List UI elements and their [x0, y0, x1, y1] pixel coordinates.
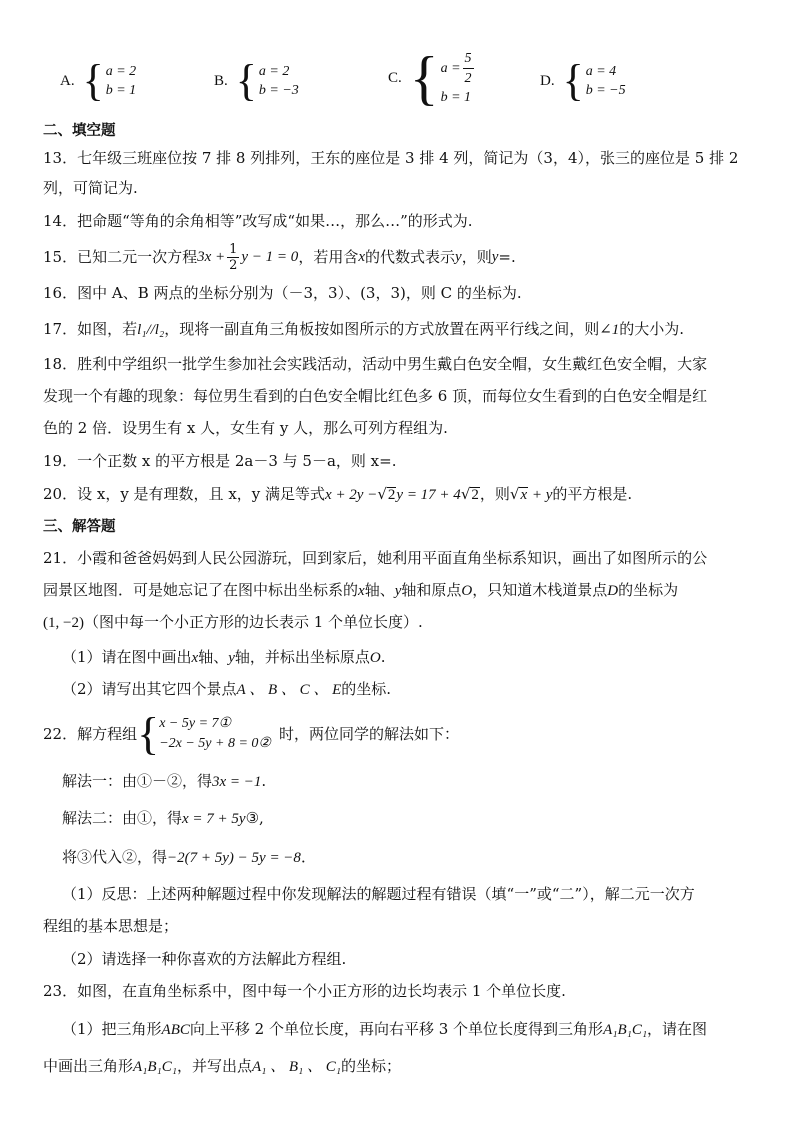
q21-p1-x: x	[191, 650, 199, 666]
q22-s2-post: ③,	[245, 809, 264, 827]
q15-y2: y	[491, 249, 499, 265]
q23-l2-a: 中画出三角形	[43, 1057, 134, 1075]
q23-p1-c: ，请在图	[647, 1020, 708, 1038]
q22-part1-line2: 程组的基本思想是；	[43, 917, 179, 935]
option-d-row1: a = 4	[585, 64, 617, 79]
q21-coord: (1, −2)	[43, 615, 84, 631]
q22-part1-line1: （1）反思：上述两种解题过程中你发现解法的解题过程有错误（填“一”或“二”），解二元一次方	[62, 885, 695, 903]
q22-s2-pre: 解法二：由①，得	[62, 809, 183, 827]
option-c-frac-den: 2	[464, 71, 472, 86]
option-d	[540, 52, 626, 110]
q18-line3: 色的 2 倍．设男生有 x 人，女生有 y 人，那么可列方程组为.	[43, 419, 448, 437]
q21-p1-y: y	[228, 650, 235, 666]
q22-s3-post: ．	[300, 848, 316, 866]
option-c-system	[409, 45, 476, 111]
option-a-row2: b = 1	[105, 83, 137, 98]
q21-l2-d: ，只知道木栈道景点	[472, 581, 608, 599]
brace-icon: {	[562, 56, 584, 105]
q22-s1-post: .	[261, 772, 267, 790]
q23-line1: 23．如图，在直角坐标系中，图中每一个小正方形的边长均表示 1 个单位长度.	[43, 982, 566, 1000]
q20-eq-b: y = 17 + 4	[396, 487, 461, 503]
q20-sqrt1: 2	[387, 487, 396, 503]
q13-line2: 列，可简记为.	[43, 179, 138, 197]
option-b-row2: b = −3	[258, 83, 299, 98]
q22-solution2-sub	[62, 847, 754, 868]
q21-l2-e: 的坐标为	[618, 581, 679, 599]
section2-title: 二、填空题	[43, 123, 116, 139]
option-c-row1-prefix: a =	[440, 61, 461, 76]
q23-l2-b: ，并写出点	[177, 1057, 253, 1075]
q21-p1-O: O	[369, 650, 381, 666]
q20-plus: + y	[528, 487, 553, 503]
q19: 19．一个正数 x 的平方根是 2a－3 与 5－a，则 x=.	[43, 452, 397, 470]
q22-s2-eq: x = 7 + 5y	[182, 811, 246, 827]
q22-header	[43, 708, 754, 759]
option-c	[388, 44, 476, 112]
q21-line3	[43, 612, 754, 633]
q21-line1: 21．小霞和爸爸妈妈到人民公园游玩，回到家后，她利用平面直角坐标系知识，画出了如图所示的公	[43, 549, 708, 567]
q22-system	[137, 708, 271, 759]
q21-l2-O: O	[461, 583, 473, 599]
q22-eq1: x − 5y = 7①	[159, 716, 232, 731]
option-c-row2: b = 1	[440, 90, 472, 105]
q18-line2: 发现一个有趣的现象：每位男生看到的白色安全帽比红色多 6 顶，而每位女生看到的白色安全帽是红	[43, 387, 708, 405]
q17-pre: 17．如图，若	[43, 320, 138, 338]
option-b	[214, 52, 299, 110]
option-a-label: A.	[60, 72, 75, 89]
option-b-system	[235, 56, 299, 105]
brace-icon: {	[82, 56, 104, 105]
option-d-row2: b = −5	[585, 83, 626, 98]
option-d-system	[562, 56, 626, 105]
q20-mid: ，则	[479, 485, 510, 503]
q18-line1: 18．胜利中学组织一批学生参加社会实践活动，活动中男生戴白色安全帽，女生戴红色安全帽，大家	[43, 355, 708, 373]
q20-sqrt3: x	[520, 487, 528, 503]
q21-part2	[62, 679, 754, 700]
q21-l2-a: 园景区地图．可是她忘记了在图中标出坐标系的	[43, 581, 359, 599]
q21-p1-d: .	[380, 648, 386, 666]
q23-p1-b: 向上平移 2 个单位长度，再向右平移 3 个单位长度得到三角形	[189, 1020, 604, 1038]
q20-post: 的平方根是.	[552, 485, 633, 503]
q22-s3-eq: −2(7 + 5y) − 5y = −8	[167, 850, 301, 866]
q22-solution1	[62, 771, 754, 792]
q23-p1-abc: ABC	[161, 1022, 190, 1038]
option-c-frac-num: 5	[463, 49, 474, 69]
option-b-label: B.	[214, 72, 228, 89]
q22-s1-eq: 3x = −1	[212, 774, 262, 790]
q21-l2-y: y	[394, 583, 402, 599]
option-a-system	[82, 56, 137, 105]
q15	[43, 241, 754, 273]
q15-eq-b: y − 1 = 0	[241, 249, 299, 265]
q20-pre: 20．设 x，y 是有理数，且 x，y 满足等式	[43, 485, 326, 503]
q15-post2: 的代数式表示	[365, 248, 456, 266]
option-c-fraction	[463, 49, 474, 88]
q15-post3: ，则	[461, 248, 492, 266]
brace-icon: {	[409, 45, 439, 111]
q21-l2-D: D	[607, 583, 619, 599]
q22-post: 时，两位同学的解法如下：	[278, 725, 459, 743]
q13-line1: 13．七年级三班座位按 7 排 8 列排列，王东的座位是 3 排 4 列，简记为（3，4），张三的座位是 5 排 2	[43, 149, 739, 167]
option-b-row1: a = 2	[258, 64, 290, 79]
brace-icon: {	[137, 708, 160, 759]
q23-l2-points: A₁ 、 B₁ 、 C₁	[252, 1059, 341, 1075]
q23-p1-a1b1c1: A₁B₁C₁	[603, 1022, 648, 1038]
option-a-row1: a = 2	[105, 64, 137, 79]
q21-part1	[62, 647, 754, 668]
q22-pre: 22．解方程组	[43, 725, 138, 743]
q23-l2-tri: A₁B₁C₁	[133, 1059, 177, 1075]
q17-mid: ，现将一副直角三角板按如图所示的方式放置在两平行线之间，则	[164, 320, 600, 338]
q21-p2-points: A 、 B 、 C 、 E	[236, 682, 342, 698]
q22-part2: （2）请选择一种你喜欢的方法解此方程组.	[62, 950, 347, 968]
q17-parallel: l₁//l₂	[137, 322, 165, 338]
q15-fraction	[227, 242, 239, 273]
q20: 20．设 x，y 是有理数，且 x，y 满足等式x + 2y −√2y = 17 + 4√2，则√x + y的平方根是.	[43, 485, 633, 503]
q21-p2-b: 的坐标.	[341, 680, 392, 698]
q21-l2-c: 轴和原点	[401, 581, 462, 599]
q15-frac-num: 1	[229, 241, 238, 257]
q17-angle: ∠1	[599, 322, 620, 338]
q17	[43, 319, 754, 340]
q15-pre: 15．已知二元一次方程	[43, 248, 198, 266]
q21-p1-a: （1）请在图中画出	[62, 648, 192, 666]
section3-title: 三、解答题	[43, 519, 116, 535]
brace-icon: {	[235, 56, 257, 105]
q21-l2-b: 轴、	[364, 581, 395, 599]
option-a	[60, 52, 136, 110]
option-d-label: D.	[540, 72, 555, 89]
q23-part1-line1	[62, 1019, 754, 1040]
q22-s1-pre: 解法一：由①－②，得	[62, 772, 213, 790]
q20-sqrt2: 2	[471, 487, 479, 503]
q21-l2-x: x	[358, 583, 365, 599]
q17-post: 的大小为.	[619, 320, 685, 338]
q15-x: x	[358, 249, 365, 265]
q20-eq-a: x + 2y −	[325, 487, 378, 503]
q23-part1-line2	[43, 1056, 754, 1077]
option-c-label: C.	[388, 69, 402, 86]
q22-eq2: −2x − 5y + 8 = 0②	[159, 736, 271, 751]
q15-post1: ，若用含	[298, 248, 359, 266]
q23-l2-c: 的坐标；	[341, 1057, 402, 1075]
q22-solution2	[62, 808, 754, 829]
q15-post4: =.	[498, 248, 516, 266]
q15-frac-den: 2	[229, 257, 238, 273]
q21-l3-rest: （图中每一个小正方形的边长表示 1 个单位长度）.	[83, 613, 423, 631]
q15-y: y	[455, 249, 462, 265]
q21-p1-b: 轴、	[198, 648, 229, 666]
q21-p1-c: 轴，并标出坐标原点	[234, 648, 370, 666]
q21-p2-a: （2）请写出其它四个景点	[62, 680, 237, 698]
q23-p1-a: （1）把三角形	[62, 1020, 162, 1038]
q14: 14．把命题“等角的余角相等”改写成“如果…，那么…”的形式为.	[43, 212, 473, 230]
q22-s3-pre: 将③代入②，得	[62, 848, 168, 866]
q21-line2	[43, 580, 754, 601]
q16: 16．图中 A、B 两点的坐标分别为（－3，3）、(3，3)，则 C 的坐标为.	[43, 284, 522, 302]
q15-eq-a: 3x +	[197, 249, 226, 265]
